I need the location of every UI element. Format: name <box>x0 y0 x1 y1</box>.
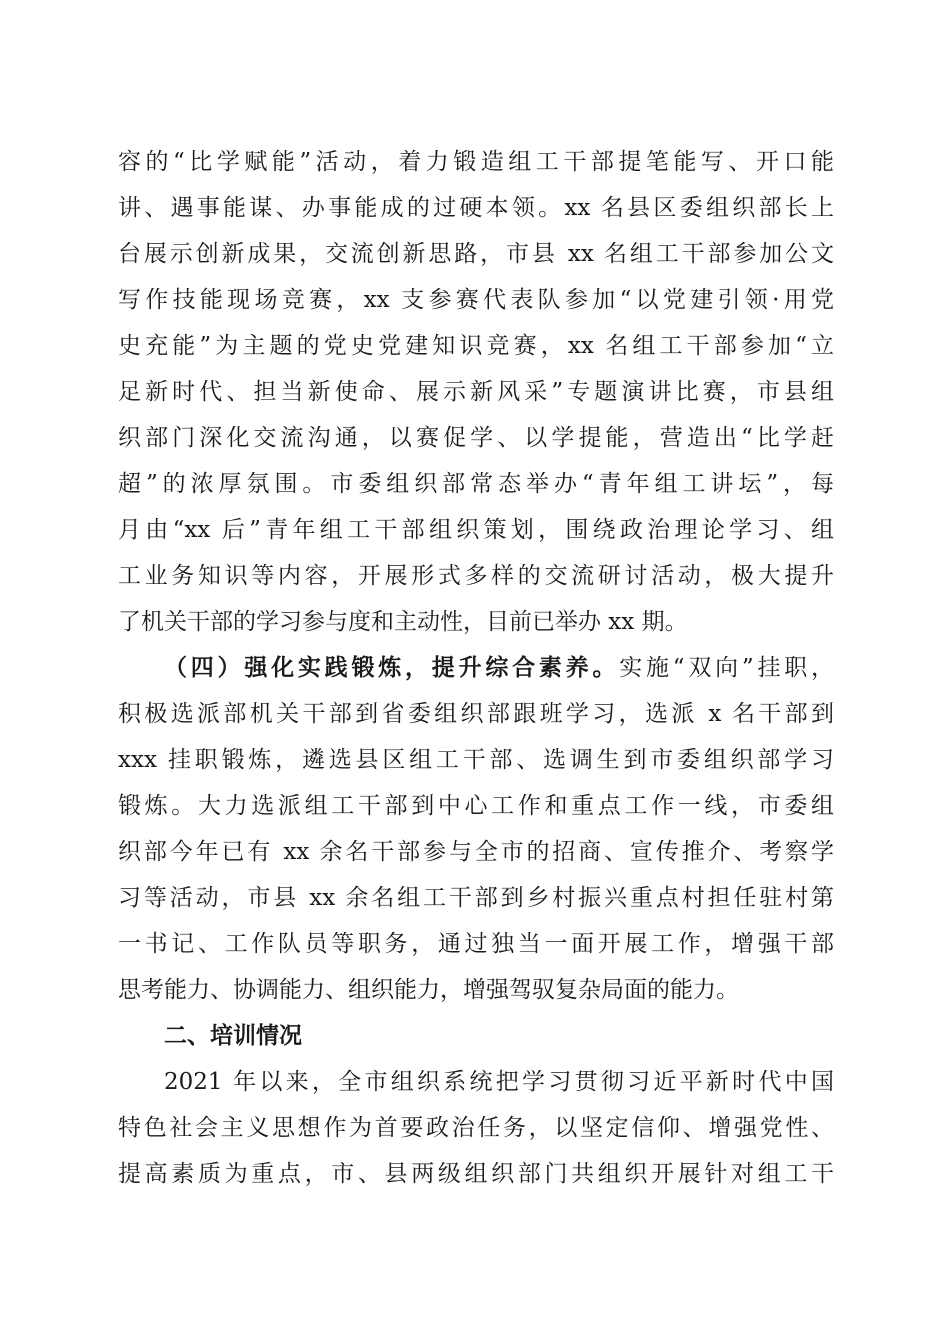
paragraph-1-line: 足新时代、担当新使命、展示新风采”专题演讲比赛，市县组 <box>118 379 834 405</box>
paragraph-2-line: 锻炼。大力选派组工干部到中心工作和重点工作一线，市委组 <box>118 793 834 819</box>
paragraph-2-line: 积极选派部机关干部到省委组织部跟班学习，选派 x 名干部到 <box>118 701 834 727</box>
paragraph-1-line: 月由“xx 后”青年组工干部组织策划，围绕政治理论学习、组 <box>118 517 834 543</box>
section-heading: 二、培训情况 <box>164 1023 302 1049</box>
paragraph-2-line: 习等活动，市县 xx 余名组工干部到乡村振兴重点村担任驻村第 <box>118 885 834 911</box>
paragraph-2-first-line-rest: 实施“双向”挂职， <box>619 655 834 681</box>
paragraph-1-line: 织部门深化交流沟通，以赛促学、以学提能，营造出“比学赶 <box>118 425 834 451</box>
paragraph-1-line: 史充能”为主题的党史党建知识竞赛，xx 名组工干部参加“立 <box>118 333 834 359</box>
paragraph-1-line: 超”的浓厚氛围。市委组织部常态举办“青年组工讲坛”，每 <box>118 471 834 497</box>
paragraph-1-line: 工业务知识等内容，开展形式多样的交流研讨活动，极大提升 <box>118 563 834 589</box>
paragraph-1-line: 了机关干部的学习参与度和主动性，目前已举办 xx 期。 <box>118 609 688 635</box>
paragraph-1-line: 讲、遇事能谋、办事能成的过硬本领。xx 名县区委组织部长上 <box>118 195 834 221</box>
paragraph-1-line: 台展示创新成果，交流创新思路，市县 xx 名组工干部参加公文 <box>118 241 834 267</box>
paragraph-1-line: 容的“比学赋能”活动，着力锻造组工干部提笔能写、开口能 <box>118 149 834 175</box>
paragraph-3-line: 提高素质为重点，市、县两级组织部门共组织开展针对组工干 <box>118 1161 834 1187</box>
paragraph-2-line: 思考能力、协调能力、组织能力，增强驾驭复杂局面的能力。 <box>118 977 739 1003</box>
paragraph-2-line: 织部今年已有 xx 余名干部参与全市的招商、宣传推介、考察学 <box>118 839 834 865</box>
paragraph-3-first-line: 2021 年以来，全市组织系统把学习贯彻习近平新时代中国 <box>164 1069 834 1095</box>
paragraph-2-lead: （四）强化实践锻炼，提升综合素养。 <box>164 654 620 681</box>
paragraph-1-line: 写作技能现场竞赛，xx 支参赛代表队参加“以党建引领·用党 <box>118 287 834 313</box>
paragraph-2-line: xxx 挂职锻炼，遴选县区组工干部、选调生到市委组织部学习 <box>118 747 834 773</box>
paragraph-2-first-line <box>164 648 834 688</box>
paragraph-3-line: 特色社会主义思想作为首要政治任务，以坚定信仰、增强党性、 <box>118 1115 834 1141</box>
paragraph-2-line: 一书记、工作队员等职务，通过独当一面开展工作，增强干部 <box>118 931 834 957</box>
